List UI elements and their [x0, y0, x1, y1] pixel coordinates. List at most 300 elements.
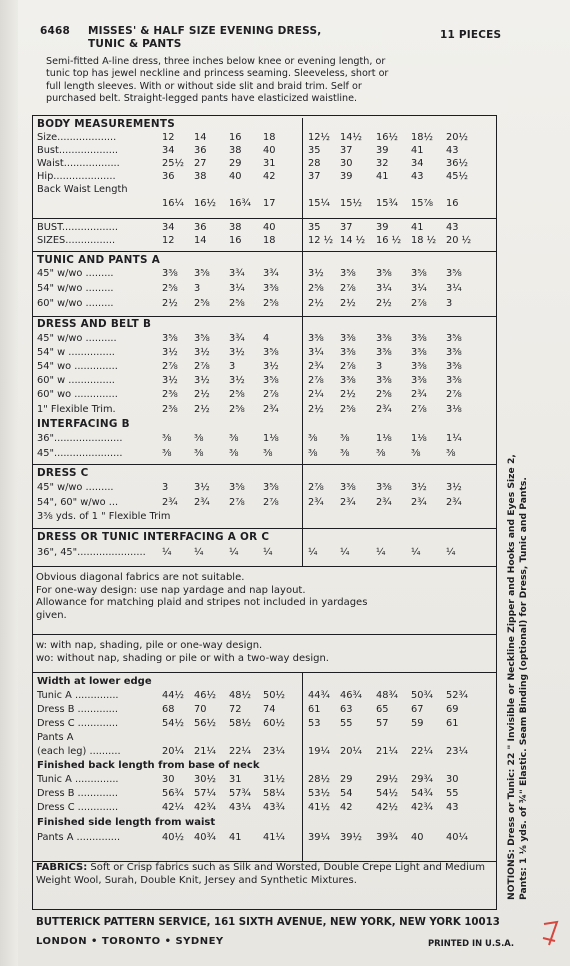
size-value-cell: 34: [162, 222, 175, 233]
size-value-cell: 2⅜: [162, 389, 178, 400]
size-value-cell: 3⅝: [376, 268, 392, 279]
size-value-cell: 2¾: [376, 497, 392, 508]
size-value-cell: 53½: [308, 788, 330, 799]
size-value-cell: ¼: [229, 547, 239, 558]
size-value-cell: ⅜: [340, 433, 350, 444]
size-value-cell: 41: [411, 222, 424, 233]
size-value-cell: 16¼: [162, 198, 184, 209]
size-value-cell: 3⅜: [376, 375, 392, 386]
size-value-cell: 50¾: [411, 690, 433, 701]
size-value-cell: 2⅝: [340, 404, 356, 415]
size-value-cell: 3⅝: [340, 268, 356, 279]
size-value-cell: 3⅜: [411, 375, 427, 386]
size-value-cell: 3⅝: [229, 482, 245, 493]
size-value-cell: 20¼: [340, 746, 362, 757]
size-value-cell: 38: [229, 145, 242, 156]
section-rule: [32, 634, 497, 635]
size-value-cell: 27: [194, 158, 207, 169]
size-value-cell: 3⅜: [376, 333, 392, 344]
size-value-cell: 2⅞: [229, 497, 245, 508]
size-value-cell: 3¾: [229, 268, 245, 279]
size-value-cell: ¼: [446, 547, 456, 558]
size-value-cell: 2½: [162, 298, 178, 309]
section-heading: TUNIC AND PANTS A: [37, 254, 161, 266]
size-value-cell: 16½: [376, 132, 398, 143]
fabrics-note: [36, 862, 491, 887]
size-value-cell: 3⅝: [263, 482, 279, 493]
size-value-cell: 70: [194, 704, 207, 715]
size-value-cell: ¼: [376, 547, 386, 558]
size-value-cell: 54¾: [411, 788, 433, 799]
size-value-cell: 3⅝: [194, 268, 210, 279]
section-rule: [32, 251, 497, 252]
size-value-cell: 42¾: [411, 802, 433, 813]
size-value-cell: 38: [229, 222, 242, 233]
size-value-cell: 3⅝: [162, 333, 178, 344]
row-label: (each leg) ..........: [37, 746, 121, 757]
size-value-cell: 3⅝: [263, 347, 279, 358]
size-value-cell: 3⅝: [263, 375, 279, 386]
size-value-cell: 18 ½: [411, 235, 437, 246]
size-value-cell: ¼: [162, 547, 172, 558]
size-value-cell: 3⅝: [194, 333, 210, 344]
size-value-cell: 54½: [162, 718, 184, 729]
size-value-cell: 21¼: [194, 746, 216, 757]
size-value-cell: 3⅜: [446, 375, 462, 386]
notions-panel: [506, 420, 561, 900]
size-value-cell: ¼: [263, 547, 273, 558]
size-value-cell: 34: [411, 158, 424, 169]
size-value-cell: 2⅞: [446, 389, 462, 400]
flexible-trim-note: 3⅜ yds. of 1 " Flexible Trim: [37, 511, 171, 522]
row-label: 54", 60" w/wo ...: [37, 497, 119, 508]
size-value-cell: 37: [340, 222, 353, 233]
size-value-cell: 2⅝: [263, 298, 279, 309]
size-value-cell: 3½: [411, 482, 427, 493]
size-value-cell: 14½: [340, 132, 362, 143]
size-value-cell: 50½: [263, 690, 285, 701]
size-value-cell: 3⅛: [446, 404, 462, 415]
size-value-cell: 63: [340, 704, 353, 715]
size-value-cell: 60½: [263, 718, 285, 729]
size-value-cell: 2⅞: [340, 361, 356, 372]
size-value-cell: ⅜: [446, 448, 456, 459]
size-value-cell: 3⅜: [376, 482, 392, 493]
size-range-divider-lower: [302, 673, 303, 861]
printed-in: PRINTED IN U.S.A.: [428, 938, 515, 948]
size-value-cell: 2½: [376, 298, 392, 309]
row-label: 36"......................: [37, 433, 123, 444]
size-value-cell: 54: [340, 788, 353, 799]
size-range-divider-upper: [302, 118, 303, 566]
size-value-cell: 40: [411, 832, 424, 843]
size-value-cell: 35: [308, 222, 321, 233]
size-value-cell: 39¾: [376, 832, 398, 843]
size-value-cell: 41¼: [263, 832, 285, 843]
size-value-cell: 56¾: [162, 788, 184, 799]
size-value-cell: 3¾: [229, 333, 245, 344]
row-label: Bust...................: [37, 145, 119, 156]
size-value-cell: 3: [162, 482, 169, 493]
size-value-cell: 3¼: [308, 347, 324, 358]
row-label: BUST..................: [37, 222, 118, 233]
notions-text: Dress or Tunic: 22 " Invisible or Neckline Zipper and Hooks and Eyes Size 2, Pants: 1 ⅛ yds. of ¾" Elastic. Seam Binding (optional) for Dress, Tunic and Pants.: [506, 454, 529, 900]
size-value-cell: 3¼: [411, 283, 427, 294]
section-heading: Finished back length from base of neck: [37, 760, 260, 771]
section-heading: DRESS OR TUNIC INTERFACING A OR C: [37, 531, 270, 543]
row-label: 54" wo ..............: [37, 361, 118, 372]
size-value-cell: 44½: [162, 690, 184, 701]
size-value-cell: 16: [229, 132, 242, 143]
size-value-cell: 43¼: [229, 802, 251, 813]
size-value-cell: 15¾: [376, 198, 398, 209]
size-value-cell: 3½: [194, 347, 210, 358]
size-value-cell: 39: [376, 222, 389, 233]
size-value-cell: ⅜: [229, 448, 239, 459]
size-value-cell: 36: [194, 145, 207, 156]
size-value-cell: 39: [340, 171, 353, 182]
piece-count: 11 PIECES: [440, 29, 502, 41]
size-value-cell: 3⅜: [446, 361, 462, 372]
size-value-cell: 16½: [194, 198, 216, 209]
size-value-cell: 3½: [229, 347, 245, 358]
note-line: w: with nap, shading, pile or one-way design.: [36, 640, 263, 651]
size-value-cell: 16: [229, 235, 242, 246]
size-value-cell: 12½: [308, 132, 330, 143]
size-value-cell: 15¼: [308, 198, 330, 209]
size-value-cell: 30: [446, 774, 459, 785]
size-value-cell: 1⅛: [263, 433, 279, 444]
size-value-cell: 3½: [446, 482, 462, 493]
size-value-cell: 39½: [340, 832, 362, 843]
note-line: Allowance for matching plaid and stripes not included in yardages: [36, 597, 368, 609]
size-value-cell: ⅜: [411, 448, 421, 459]
notions-text-block: [506, 420, 530, 900]
size-value-cell: 2⅞: [162, 361, 178, 372]
size-value-cell: 3½: [194, 375, 210, 386]
size-value-cell: 3¼: [376, 283, 392, 294]
size-value-cell: 48¾: [376, 690, 398, 701]
size-value-cell: ⅜: [194, 433, 204, 444]
size-value-cell: 3⅜: [411, 361, 427, 372]
size-value-cell: 3⅜: [263, 283, 279, 294]
section-heading: INTERFACING B: [37, 418, 130, 430]
size-value-cell: 37: [308, 171, 321, 182]
size-value-cell: 38: [194, 171, 207, 182]
size-value-cell: 4: [263, 333, 270, 344]
size-value-cell: 3⅜: [411, 333, 427, 344]
size-value-cell: 3⅝: [411, 268, 427, 279]
size-value-cell: ⅜: [308, 433, 318, 444]
size-value-cell: 3⅝: [446, 333, 462, 344]
size-value-cell: 3½: [162, 375, 178, 386]
size-value-cell: 16¾: [229, 198, 251, 209]
row-label: 54" w ...............: [37, 347, 115, 358]
size-value-cell: 69: [446, 704, 459, 715]
size-value-cell: 3: [446, 298, 453, 309]
size-value-cell: 30: [162, 774, 175, 785]
size-value-cell: 2⅝: [162, 283, 178, 294]
size-value-cell: 2⅜: [162, 404, 178, 415]
row-label: 54" w/wo .........: [37, 283, 114, 294]
size-value-cell: 2¾: [446, 497, 462, 508]
size-value-cell: 1⅛: [376, 433, 392, 444]
size-value-cell: 31: [229, 774, 242, 785]
size-value-cell: 2⅞: [411, 404, 427, 415]
size-value-cell: 22¼: [411, 746, 433, 757]
size-value-cell: 2½: [340, 389, 356, 400]
size-value-cell: 2⅞: [263, 497, 279, 508]
size-value-cell: 3: [194, 283, 201, 294]
size-value-cell: 56½: [194, 718, 216, 729]
size-value-cell: 3¾: [263, 268, 279, 279]
size-value-cell: 28½: [308, 774, 330, 785]
size-value-cell: 41: [411, 145, 424, 156]
row-label: 45"......................: [37, 448, 123, 459]
size-value-cell: 3⅜: [340, 375, 356, 386]
size-value-cell: 45½: [446, 171, 468, 182]
size-value-cell: 41: [229, 832, 242, 843]
size-value-cell: 40: [263, 145, 276, 156]
row-label: 60" w/wo .........: [37, 298, 114, 309]
description-line: tunic top has jewel neckline and princess seaming. Sleeveless, short or: [46, 68, 389, 80]
size-value-cell: 48½: [229, 690, 251, 701]
size-value-cell: 18: [263, 132, 276, 143]
size-value-cell: ⅜: [263, 448, 273, 459]
size-value-cell: ⅜: [162, 448, 172, 459]
size-value-cell: 2¼: [308, 389, 324, 400]
row-label: Dress C .............: [37, 802, 119, 813]
size-value-cell: 23¼: [446, 746, 468, 757]
pattern-title-line2: TUNIC & PANTS: [88, 38, 182, 50]
note-line: wo: without nap, shading or pile or with a two-way design.: [36, 652, 329, 664]
size-value-cell: 2¾: [376, 404, 392, 415]
size-value-cell: 25½: [162, 158, 184, 169]
size-value-cell: 34: [162, 145, 175, 156]
row-label: Back Waist Length: [37, 184, 128, 195]
size-value-cell: 52¾: [446, 690, 468, 701]
size-value-cell: 29½: [376, 774, 398, 785]
size-value-cell: 35: [308, 145, 321, 156]
size-value-cell: 37: [340, 145, 353, 156]
size-value-cell: 2⅝: [229, 404, 245, 415]
size-value-cell: 30½: [194, 774, 216, 785]
size-value-cell: 36: [194, 222, 207, 233]
size-value-cell: 41½: [308, 802, 330, 813]
pattern-title-line1: MISSES' & HALF SIZE EVENING DRESS,: [88, 25, 322, 37]
row-label: Pants A ..............: [37, 832, 121, 843]
size-value-cell: 20½: [446, 132, 468, 143]
size-value-cell: 44¾: [308, 690, 330, 701]
size-value-cell: 57¼: [194, 788, 216, 799]
size-value-cell: 15⅞: [411, 198, 433, 209]
pattern-description: [46, 56, 516, 106]
red-mark-icon: [540, 918, 562, 950]
size-value-cell: 36½: [446, 158, 468, 169]
size-value-cell: 3½: [194, 482, 210, 493]
size-value-cell: 12: [162, 235, 175, 246]
size-value-cell: 59: [411, 718, 424, 729]
pattern-number: 6468: [40, 25, 71, 37]
publisher-address: BUTTERICK PATTERN SERVICE, 161 SIXTH AVENUE, NEW YORK, NEW YORK 10013: [36, 917, 500, 928]
row-label: Tunic A ..............: [37, 774, 119, 785]
size-value-cell: 55: [446, 788, 459, 799]
row-label: 1" Flexible Trim.: [37, 404, 116, 415]
size-value-cell: 2⅞: [194, 361, 210, 372]
size-value-cell: 3⅜: [376, 347, 392, 358]
size-value-cell: ¼: [308, 547, 318, 558]
size-value-cell: ⅜: [229, 433, 239, 444]
size-value-cell: 2¾: [340, 497, 356, 508]
section-rule: [32, 566, 497, 567]
size-value-cell: ⅜: [194, 448, 204, 459]
size-value-cell: 40¼: [446, 832, 468, 843]
size-value-cell: 2⅞: [263, 389, 279, 400]
row-label: Waist..................: [37, 158, 120, 169]
size-value-cell: 2¾: [308, 361, 324, 372]
notions-label: NOTIONS:: [506, 849, 517, 900]
size-value-cell: 21¼: [376, 746, 398, 757]
size-value-cell: 2¾: [411, 389, 427, 400]
size-value-cell: 3⅜: [162, 268, 178, 279]
size-value-cell: ¼: [411, 547, 421, 558]
row-label: Dress C .............: [37, 718, 119, 729]
size-value-cell: 65: [376, 704, 389, 715]
size-value-cell: 55: [340, 718, 353, 729]
size-value-cell: 40: [229, 171, 242, 182]
size-value-cell: 46½: [194, 690, 216, 701]
size-value-cell: 72: [229, 704, 242, 715]
size-value-cell: 2½: [194, 404, 210, 415]
size-value-cell: ⅜: [308, 448, 318, 459]
description-line: Semi-fitted A-line dress, three inches below knee or evening length, or: [46, 56, 386, 67]
fabric-notes: [36, 572, 491, 622]
size-value-cell: 39¼: [308, 832, 330, 843]
size-value-cell: 61: [446, 718, 459, 729]
size-value-cell: ⅜: [340, 448, 350, 459]
size-value-cell: 58¼: [263, 788, 285, 799]
size-value-cell: 16: [446, 198, 459, 209]
size-value-cell: 43: [411, 171, 424, 182]
row-label: 60" wo ..............: [37, 389, 118, 400]
size-value-cell: 3: [229, 361, 236, 372]
size-value-cell: 42½: [376, 802, 398, 813]
size-value-cell: 20¼: [162, 746, 184, 757]
row-label: Dress B .............: [37, 788, 119, 799]
size-value-cell: 22¼: [229, 746, 251, 757]
size-value-cell: 36: [162, 171, 175, 182]
size-value-cell: 28: [308, 158, 321, 169]
section-rule: [32, 528, 497, 529]
size-value-cell: 2½: [308, 404, 324, 415]
row-label: Dress B .............: [37, 704, 119, 715]
size-value-cell: 29¾: [411, 774, 433, 785]
size-value-cell: 2⅞: [308, 375, 324, 386]
size-value-cell: 18: [263, 235, 276, 246]
size-value-cell: 15½: [340, 198, 362, 209]
row-label: 45" w/wo ..........: [37, 333, 117, 344]
size-value-cell: 43¾: [263, 802, 285, 813]
size-value-cell: ¼: [340, 547, 350, 558]
size-value-cell: 3½: [308, 268, 324, 279]
section-heading: BODY MEASUREMENTS: [37, 118, 176, 130]
section-heading: DRESS AND BELT B: [37, 318, 152, 330]
fabrics-text: Soft or Crisp fabrics such as Silk and Worsted, Double Crepe Light and Medium Weight Wool, Surah, Double Knit, Jersey and Synthetic Mixtures.: [36, 862, 485, 886]
size-value-cell: 40½: [162, 832, 184, 843]
section-rule: [32, 316, 497, 317]
row-label: SIZES................: [37, 235, 116, 246]
size-value-cell: 2⅝: [229, 298, 245, 309]
description-line: full length sleeves. With or without side slit and braid trim. Self or: [46, 80, 362, 92]
size-value-cell: 40: [263, 222, 276, 233]
red-pencil-mark: [540, 918, 562, 955]
size-value-cell: 31½: [263, 774, 285, 785]
size-value-cell: 2⅝: [194, 298, 210, 309]
size-value-cell: 40¾: [194, 832, 216, 843]
size-value-cell: 53: [308, 718, 321, 729]
size-value-cell: 42: [263, 171, 276, 182]
size-value-cell: ⅜: [162, 433, 172, 444]
size-value-cell: 3¼: [446, 283, 462, 294]
size-value-cell: 43: [446, 802, 459, 813]
size-value-cell: 3⅜: [411, 347, 427, 358]
size-value-cell: 2½: [340, 298, 356, 309]
size-value-cell: 3⅜: [340, 333, 356, 344]
size-value-cell: 2¾: [263, 404, 279, 415]
size-value-cell: 57: [376, 718, 389, 729]
size-value-cell: 2¾: [194, 497, 210, 508]
size-value-cell: 3⅜: [340, 347, 356, 358]
size-value-cell: 2½: [194, 389, 210, 400]
size-value-cell: 57¾: [229, 788, 251, 799]
size-value-cell: 3: [376, 361, 383, 372]
section-rule: [32, 672, 497, 673]
size-value-cell: 43: [446, 145, 459, 156]
size-value-cell: 2⅝: [229, 389, 245, 400]
size-value-cell: ¼: [194, 547, 204, 558]
size-value-cell: 54½: [376, 788, 398, 799]
size-value-cell: 2¾: [411, 497, 427, 508]
note-line: For one-way design: use nap yardage and nap layout.: [36, 584, 306, 596]
size-value-cell: 2¾: [162, 497, 178, 508]
row-label: 60" w ...............: [37, 375, 115, 386]
row-label: 45" w/wo .........: [37, 482, 114, 493]
row-label: Tunic A ..............: [37, 690, 119, 701]
size-value-cell: 12 ½: [308, 235, 334, 246]
section-heading: Width at lower edge: [37, 676, 152, 687]
size-value-cell: 2⅞: [340, 283, 356, 294]
size-value-cell: 17: [263, 198, 276, 209]
size-value-cell: 3¼: [229, 283, 245, 294]
size-value-cell: 18½: [411, 132, 433, 143]
size-value-cell: 2⅞: [308, 482, 324, 493]
size-value-cell: 41: [376, 171, 389, 182]
size-value-cell: 30: [340, 158, 353, 169]
size-value-cell: 42¾: [194, 802, 216, 813]
size-value-cell: 3½: [162, 347, 178, 358]
size-value-cell: 19¼: [308, 746, 330, 757]
size-value-cell: 1¼: [446, 433, 462, 444]
size-value-cell: 2⅝: [376, 389, 392, 400]
size-value-cell: 1⅛: [411, 433, 427, 444]
size-value-cell: 16 ½: [376, 235, 402, 246]
size-value-cell: 20 ½: [446, 235, 472, 246]
size-value-cell: 74: [263, 704, 276, 715]
description-line: purchased belt. Straight-legged pants have elasticized waistline.: [46, 93, 358, 105]
row-label: 45" w/wo .........: [37, 268, 114, 279]
note-line: Obvious diagonal fabrics are not suitable.: [36, 572, 245, 583]
size-value-cell: 43: [446, 222, 459, 233]
